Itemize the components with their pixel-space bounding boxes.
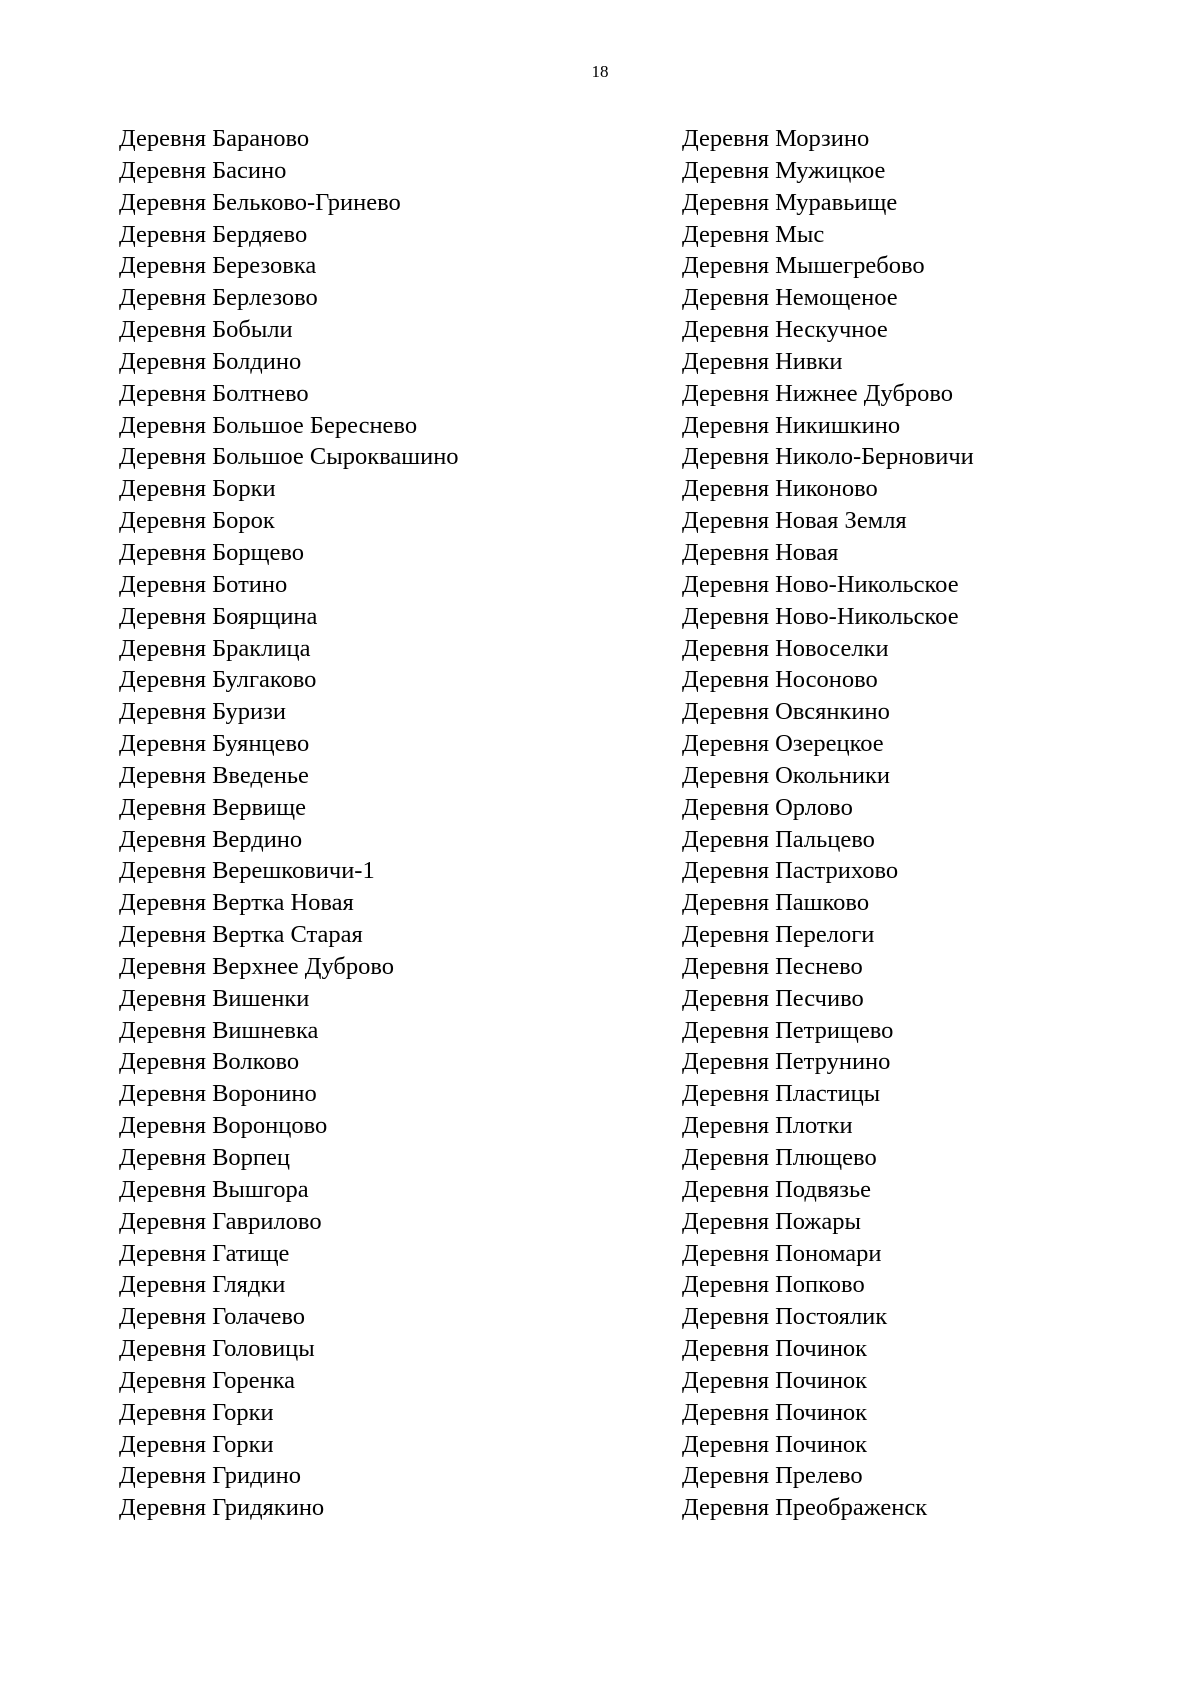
left-column-list xyxy=(119,123,459,1524)
list-item: Деревня Новая xyxy=(682,538,839,566)
list-item: Деревня Борок xyxy=(119,507,275,535)
list-item: Деревня Гатище xyxy=(119,1239,290,1267)
list-item: Деревня Вышгора xyxy=(119,1175,309,1203)
list-item: Деревня Ворпец xyxy=(119,1144,291,1171)
list-item: Деревня Вервище xyxy=(119,793,306,821)
list-item: Деревня Озерецкое xyxy=(682,730,884,758)
list-item: Деревня Гаврилово xyxy=(119,1207,322,1235)
list-item: Деревня Борки xyxy=(119,475,276,503)
list-item: Деревня Введенье xyxy=(119,761,309,789)
list-item: Деревня Вишневка xyxy=(119,1016,319,1044)
list-item: Деревня Муравьище xyxy=(682,188,898,216)
list-item: Деревня Глядки xyxy=(119,1271,286,1299)
list-item: Деревня Воронцово xyxy=(119,1112,328,1140)
list-item: Деревня Бердяево xyxy=(119,220,308,248)
list-item: Деревня Берлезово xyxy=(119,284,318,312)
list-item: Деревня Гридякино xyxy=(119,1494,325,1522)
list-item: Деревня Буянцево xyxy=(119,730,310,758)
list-item: Деревня Ново-Никольское xyxy=(682,570,959,598)
list-item: Деревня Бараново xyxy=(119,125,310,152)
list-item: Деревня Мыс xyxy=(682,220,825,248)
list-item: Деревня Пашково xyxy=(682,889,870,917)
right-column-list xyxy=(682,123,974,1524)
list-item: Деревня Починок xyxy=(682,1398,868,1426)
list-item: Деревня Николо-Берновичи xyxy=(682,443,974,471)
list-item: Деревня Нескучное xyxy=(682,316,888,344)
list-item: Деревня Пальцево xyxy=(682,825,875,853)
list-item: Деревня Буризи xyxy=(119,698,286,726)
list-item: Деревня Гридино xyxy=(119,1462,302,1490)
list-item: Деревня Окольники xyxy=(682,761,890,789)
list-item: Деревня Бельково-Гринево xyxy=(119,188,401,216)
list-item: Деревня Голачево xyxy=(119,1303,305,1331)
list-item: Деревня Новоселки xyxy=(682,634,889,662)
list-item: Деревня Болдино xyxy=(119,347,302,375)
list-item: Деревня Большое Береснево xyxy=(119,411,418,439)
list-item: Деревня Песчиво xyxy=(682,984,864,1012)
list-item: Деревня Браклица xyxy=(119,634,311,662)
list-item: Деревня Нивки xyxy=(682,347,843,375)
list-item: Деревня Большое Сыроквашино xyxy=(119,443,459,471)
list-item: Деревня Носоново xyxy=(682,666,878,694)
list-item: Деревня Горки xyxy=(119,1398,274,1426)
list-item: Деревня Волково xyxy=(119,1048,300,1076)
list-item: Деревня Починок xyxy=(682,1335,868,1363)
list-item: Деревня Пластицы xyxy=(682,1080,881,1108)
list-item: Деревня Песнево xyxy=(682,952,863,980)
list-item: Деревня Плющево xyxy=(682,1144,877,1171)
list-item: Деревня Вишенки xyxy=(119,984,310,1012)
list-item: Деревня Никоново xyxy=(682,475,878,503)
list-item: Деревня Постоялик xyxy=(682,1303,888,1331)
list-item: Деревня Новая Земля xyxy=(682,507,907,535)
list-item: Деревня Басино xyxy=(119,156,287,184)
list-item: Деревня Подвязье xyxy=(682,1175,872,1203)
list-item: Деревня Березовка xyxy=(119,252,317,280)
list-item: Деревня Горки xyxy=(119,1430,274,1458)
list-item: Деревня Верешковичи-1 xyxy=(119,857,375,885)
list-item: Деревня Плотки xyxy=(682,1112,853,1140)
list-item: Деревня Верхнее Дуброво xyxy=(119,952,395,980)
list-item: Деревня Пономари xyxy=(682,1239,882,1267)
list-item: Деревня Пастрихово xyxy=(682,857,899,885)
list-item: Деревня Воронино xyxy=(119,1080,317,1108)
list-item: Деревня Починок xyxy=(682,1366,868,1394)
list-item: Деревня Перелоги xyxy=(682,921,875,949)
list-item: Деревня Ботино xyxy=(119,570,288,598)
list-item: Деревня Вертка Новая xyxy=(119,889,354,917)
list-item: Деревня Горенка xyxy=(119,1366,295,1394)
list-item: Деревня Болтнево xyxy=(119,379,309,407)
list-item: Деревня Немощеное xyxy=(682,284,898,312)
list-item: Деревня Преображенск xyxy=(682,1494,928,1522)
list-item: Деревня Никишкино xyxy=(682,411,901,439)
list-item: Деревня Нижнее Дуброво xyxy=(682,379,954,407)
list-item: Деревня Мышегребово xyxy=(682,252,925,280)
list-item: Деревня Орлово xyxy=(682,793,853,821)
list-item: Деревня Прелево xyxy=(682,1462,863,1490)
list-item: Деревня Вертка Старая xyxy=(119,921,363,949)
list-item: Деревня Овсянкино xyxy=(682,698,890,726)
list-item: Деревня Боярщина xyxy=(119,602,318,630)
list-item: Деревня Борщево xyxy=(119,538,305,566)
list-item: Деревня Головицы xyxy=(119,1335,315,1363)
page-number: 18 xyxy=(591,62,609,81)
list-item: Деревня Булгаково xyxy=(119,666,317,694)
list-item: Деревня Починок xyxy=(682,1430,868,1458)
list-item: Деревня Петрунино xyxy=(682,1048,891,1076)
list-item: Деревня Ново-Никольское xyxy=(682,602,959,630)
list-item: Деревня Вердино xyxy=(119,825,303,853)
list-item: Деревня Петрищево xyxy=(682,1016,894,1044)
list-item: Деревня Попково xyxy=(682,1271,865,1299)
list-item: Деревня Пожары xyxy=(682,1207,861,1235)
list-item: Деревня Бобыли xyxy=(119,316,293,344)
list-item: Деревня Морзино xyxy=(682,125,870,152)
list-item: Деревня Мужицкое xyxy=(682,156,886,184)
